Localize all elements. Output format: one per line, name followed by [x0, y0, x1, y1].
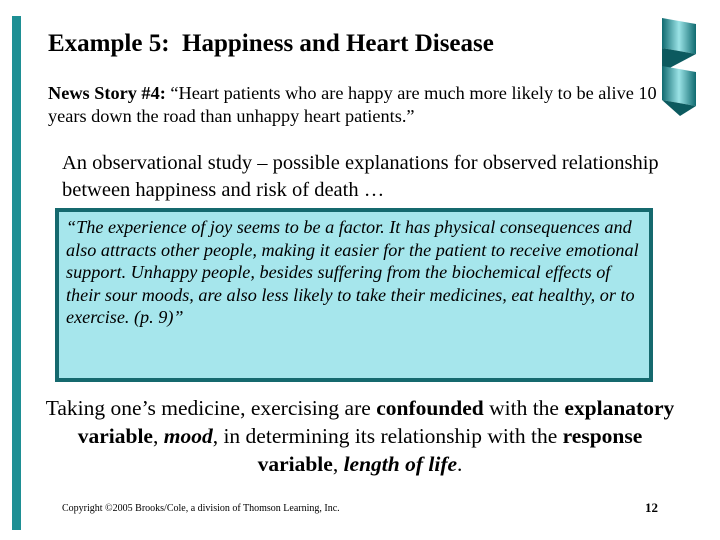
- term-mood: mood: [163, 424, 213, 448]
- copyright-notice: Copyright ©2005 Brooks/Cole, a division of Thomson Learning, Inc.: [62, 503, 340, 514]
- conclusion-part2: with the: [483, 396, 565, 420]
- slide-title: Example 5: Happiness and Heart Disease: [48, 30, 494, 57]
- term-explanatory-variable: explanatory variable: [77, 396, 675, 448]
- conclusion-part3: ,: [152, 424, 164, 448]
- left-accent-bar: [12, 16, 21, 530]
- conclusion: [40, 394, 680, 478]
- conclusion-part1: Taking one’s medicine, exercising are: [45, 396, 377, 420]
- conclusion-part6: .: [457, 452, 463, 476]
- conclusion-part5: ,: [332, 452, 344, 476]
- quote-box: [55, 208, 653, 382]
- page-number: 12: [645, 500, 658, 515]
- conclusion-part4: , in determining its relationship with the: [212, 424, 563, 448]
- news-story-label: News Story #4:: [48, 83, 166, 103]
- news-story-text: “Heart patients who are happy are much more likely to be alive 10 years down the road than unhappy heart patients.”: [48, 83, 657, 126]
- quote-text: “The experience of joy seems to be a factor. It has physical consequences and also attracts other people, making it easier for the patient to receive emotional support. Unhappy people, besides suffering from the biochemical effects of their sour moods, are also less likely to take their medicines, eat healthy, or to exercise. (p. 9)”: [66, 217, 639, 327]
- term-length-of-life: length of life: [343, 452, 458, 476]
- term-confounded: confounded: [376, 396, 484, 420]
- observational-intro: An observational study – possible explanations for observed relationship between happiness and risk of death …: [62, 152, 659, 201]
- news-story: [48, 82, 673, 128]
- term-response-variable: response variable: [257, 424, 643, 476]
